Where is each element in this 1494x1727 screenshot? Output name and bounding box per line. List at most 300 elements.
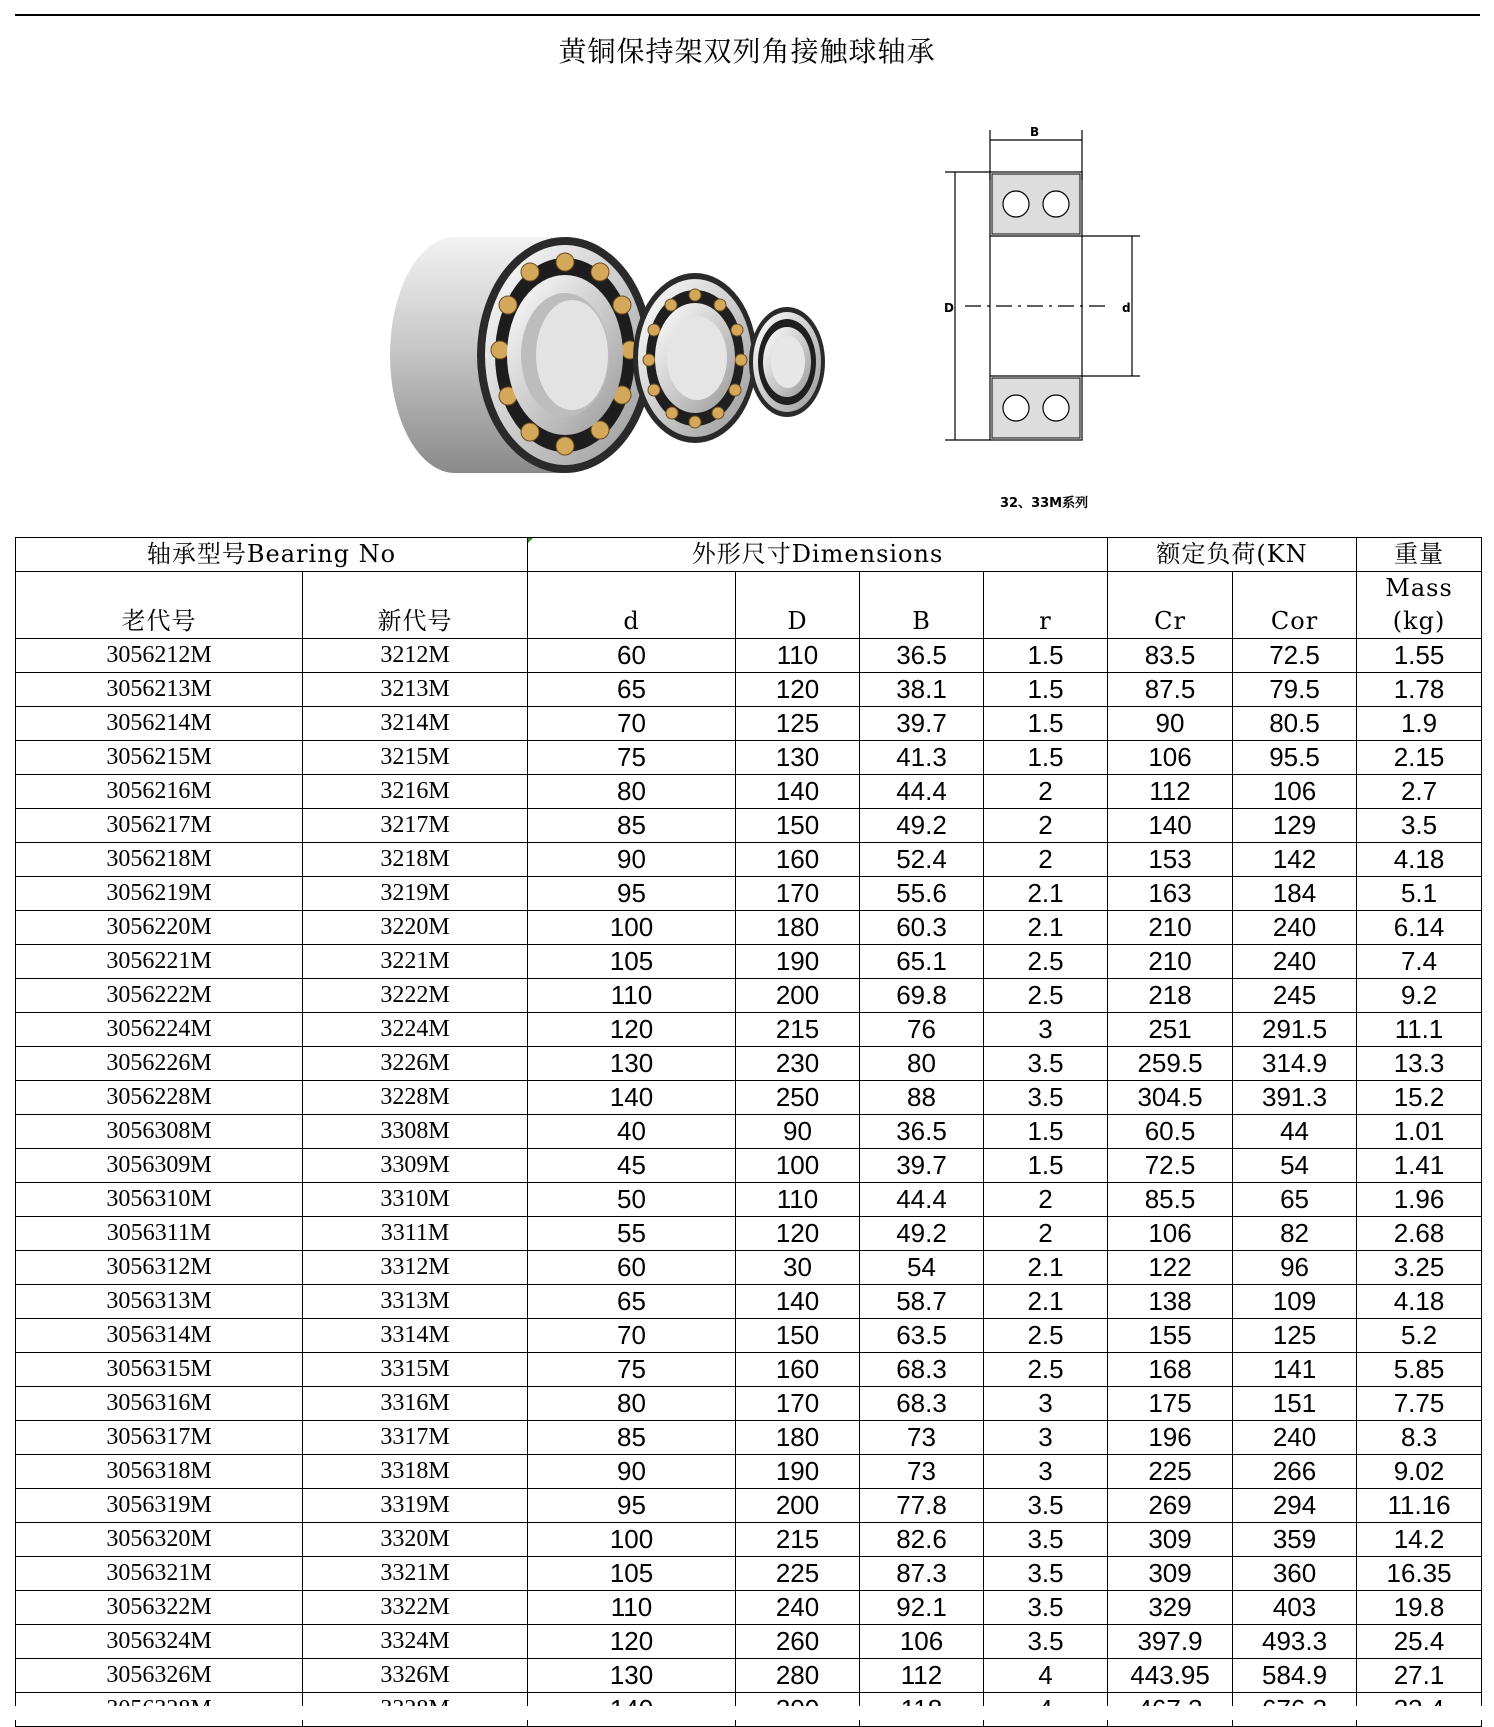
cell-mass: 7.75	[1357, 1387, 1482, 1421]
cell-big-d: 120	[736, 1217, 860, 1251]
cell-big-d: 280	[736, 1659, 860, 1693]
cell-new-code: 3326M	[303, 1659, 528, 1693]
cell-new-code: 3228M	[303, 1081, 528, 1115]
table-row	[16, 911, 1482, 945]
cell-big-d: 110	[736, 639, 860, 673]
cell-new-code: 3308M	[303, 1115, 528, 1149]
cell-b: 44.4	[860, 775, 984, 809]
cell-d: 110	[528, 979, 736, 1013]
cell-cr: 251	[1108, 1013, 1233, 1047]
cell-old-code: 3056314M	[16, 1319, 303, 1353]
cell-cr: 329	[1108, 1591, 1233, 1625]
cell-b: 80	[860, 1047, 984, 1081]
cell-cr: 196	[1108, 1421, 1233, 1455]
cell-new-code: 3317M	[303, 1421, 528, 1455]
cell-new-code: 3213M	[303, 673, 528, 707]
cell-d: 70	[528, 1319, 736, 1353]
cell-cor: 493.3	[1233, 1625, 1357, 1659]
cell-d: 90	[528, 1455, 736, 1489]
cell-big-d: 225	[736, 1557, 860, 1591]
cell-b: 68.3	[860, 1387, 984, 1421]
cell-d: 100	[528, 911, 736, 945]
table-row	[16, 1149, 1482, 1183]
cell-old-code: 3056313M	[16, 1285, 303, 1319]
page-title: 黄铜保持架双列角接触球轴承	[558, 35, 936, 68]
cell-b: 112	[860, 1659, 984, 1693]
cell-new-code: 3322M	[303, 1591, 528, 1625]
cell-big-d: 200	[736, 979, 860, 1013]
cell-b: 106	[860, 1625, 984, 1659]
cell-cor: 65	[1233, 1183, 1357, 1217]
cell-cor: 141	[1233, 1353, 1357, 1387]
cell-r: 3.5	[984, 1625, 1108, 1659]
cell-old-code: 3056309M	[16, 1149, 303, 1183]
cell-r: 2.5	[984, 1353, 1108, 1387]
cell-cor: 109	[1233, 1285, 1357, 1319]
cell-mass: 1.41	[1357, 1149, 1482, 1183]
cell-new-code: 3319M	[303, 1489, 528, 1523]
cell-r: 2.5	[984, 979, 1108, 1013]
col-new-code: 新代号	[303, 572, 528, 639]
cell-mass: 8.3	[1357, 1421, 1482, 1455]
cell-d: 95	[528, 1489, 736, 1523]
cell-r: 4	[984, 1659, 1108, 1693]
cell-big-d: 190	[736, 945, 860, 979]
cell-r: 2.1	[984, 877, 1108, 911]
cell-d: 90	[528, 843, 736, 877]
table-row	[16, 979, 1482, 1013]
table-row	[16, 775, 1482, 809]
cell-b: 52.4	[860, 843, 984, 877]
cell-mass: 9.02	[1357, 1455, 1482, 1489]
cell-big-d: 230	[736, 1047, 860, 1081]
cell-r: 3	[984, 1455, 1108, 1489]
cell-cor: 266	[1233, 1455, 1357, 1489]
cell-d: 40	[528, 1115, 736, 1149]
table-row	[16, 1387, 1482, 1421]
col-mass-unit: (kg)	[1392, 607, 1446, 635]
cell-old-code: 3056226M	[16, 1047, 303, 1081]
cell-r: 3	[984, 1013, 1108, 1047]
cell-b: 76	[860, 1013, 984, 1047]
header-bearing-no: 轴承型号Bearing No	[16, 538, 528, 572]
cell-mass: 3.25	[1357, 1251, 1482, 1285]
col-r: r	[984, 572, 1108, 639]
cell-big-d: 140	[736, 775, 860, 809]
cell-old-code: 3056326M	[16, 1659, 303, 1693]
cell-mass: 2.7	[1357, 775, 1482, 809]
cell-b: 55.6	[860, 877, 984, 911]
cell-old-code: 3056318M	[16, 1455, 303, 1489]
cell-d: 120	[528, 1013, 736, 1047]
cell-mass: 1.55	[1357, 639, 1482, 673]
cell-old-code: 3056220M	[16, 911, 303, 945]
table-row	[16, 741, 1482, 775]
cell-big-d: 240	[736, 1591, 860, 1625]
cell-r: 2	[984, 1217, 1108, 1251]
cell-cr: 443.95	[1108, 1659, 1233, 1693]
cell-mass: 11.1	[1357, 1013, 1482, 1047]
cell-cr: 269	[1108, 1489, 1233, 1523]
table-row	[16, 877, 1482, 911]
cell-cor: 54	[1233, 1149, 1357, 1183]
cell-cr: 85.5	[1108, 1183, 1233, 1217]
table-row	[16, 945, 1482, 979]
cell-d: 105	[528, 1557, 736, 1591]
cell-mass: 27.1	[1357, 1659, 1482, 1693]
cell-cr: 155	[1108, 1319, 1233, 1353]
table-row	[16, 1353, 1482, 1387]
cell-b: 41.3	[860, 741, 984, 775]
cell-mass: 1.78	[1357, 673, 1482, 707]
cell-r: 3.5	[984, 1489, 1108, 1523]
cell-cor: 240	[1233, 945, 1357, 979]
cell-old-code: 3056316M	[16, 1387, 303, 1421]
cell-cor: 184	[1233, 877, 1357, 911]
cell-d: 105	[528, 945, 736, 979]
cell-new-code: 3226M	[303, 1047, 528, 1081]
cell-r: 1.5	[984, 639, 1108, 673]
cell-big-d: 100	[736, 1149, 860, 1183]
table-row	[16, 673, 1482, 707]
cell-b: 77.8	[860, 1489, 984, 1523]
cell-old-code: 3056224M	[16, 1013, 303, 1047]
cell-new-code: 3313M	[303, 1285, 528, 1319]
cell-mass: 13.3	[1357, 1047, 1482, 1081]
table-row	[16, 1455, 1482, 1489]
cell-cr: 218	[1108, 979, 1233, 1013]
table-row	[16, 1319, 1482, 1353]
table-row	[16, 1523, 1482, 1557]
cell-big-d: 215	[736, 1013, 860, 1047]
drawing-label-small-d: d	[1122, 301, 1131, 315]
cell-new-code: 3324M	[303, 1625, 528, 1659]
table-row	[16, 1285, 1482, 1319]
cell-big-d: 180	[736, 1421, 860, 1455]
cell-cor: 79.5	[1233, 673, 1357, 707]
cell-cor: 314.9	[1233, 1047, 1357, 1081]
cell-new-code: 3320M	[303, 1523, 528, 1557]
cell-cor: 240	[1233, 1421, 1357, 1455]
table-row	[16, 843, 1482, 877]
cell-new-code: 3321M	[303, 1557, 528, 1591]
cell-big-d: 150	[736, 1319, 860, 1353]
cell-b: 38.1	[860, 673, 984, 707]
spec-table	[15, 537, 1482, 1727]
cell-d: 140	[528, 1081, 736, 1115]
cell-cor: 403	[1233, 1591, 1357, 1625]
cell-mass: 14.2	[1357, 1523, 1482, 1557]
table-row	[16, 1421, 1482, 1455]
drawing-caption: 32、33M系列	[1000, 496, 1089, 511]
cell-cor: 245	[1233, 979, 1357, 1013]
cell-b: 65.1	[860, 945, 984, 979]
cell-big-d: 30	[736, 1251, 860, 1285]
cell-mass: 7.4	[1357, 945, 1482, 979]
cell-new-code: 3316M	[303, 1387, 528, 1421]
cell-big-d: 180	[736, 911, 860, 945]
table-row	[16, 1013, 1482, 1047]
cross-section-drawing	[930, 120, 1190, 520]
cell-b: 49.2	[860, 809, 984, 843]
cell-old-code: 3056222M	[16, 979, 303, 1013]
cell-r: 1.5	[984, 741, 1108, 775]
cell-cr: 122	[1108, 1251, 1233, 1285]
cell-cr: 140	[1108, 809, 1233, 843]
cell-new-code: 3215M	[303, 741, 528, 775]
drawing-label-big-d: D	[944, 301, 954, 315]
cell-cr: 259.5	[1108, 1047, 1233, 1081]
page-cutoff	[0, 1706, 1494, 1720]
cell-d: 110	[528, 1591, 736, 1625]
cell-cr: 210	[1108, 911, 1233, 945]
cell-d: 65	[528, 673, 736, 707]
cell-cor: 391.3	[1233, 1081, 1357, 1115]
cell-r: 1.5	[984, 707, 1108, 741]
cell-cor: 96	[1233, 1251, 1357, 1285]
cell-new-code: 3315M	[303, 1353, 528, 1387]
cell-mass: 2.68	[1357, 1217, 1482, 1251]
cell-new-code: 3309M	[303, 1149, 528, 1183]
cell-big-d: 120	[736, 673, 860, 707]
cell-b: 60.3	[860, 911, 984, 945]
cell-new-code: 3224M	[303, 1013, 528, 1047]
cell-mass: 5.1	[1357, 877, 1482, 911]
cell-b: 73	[860, 1421, 984, 1455]
cell-r: 3.5	[984, 1557, 1108, 1591]
cell-cr: 175	[1108, 1387, 1233, 1421]
cell-r: 3.5	[984, 1523, 1108, 1557]
cell-cr: 210	[1108, 945, 1233, 979]
cell-cor: 142	[1233, 843, 1357, 877]
cell-cor: 129	[1233, 809, 1357, 843]
cell-cr: 168	[1108, 1353, 1233, 1387]
top-rule	[15, 14, 1480, 16]
cell-r: 2.5	[984, 945, 1108, 979]
cell-new-code: 3221M	[303, 945, 528, 979]
cell-b: 36.5	[860, 639, 984, 673]
cell-old-code: 3056214M	[16, 707, 303, 741]
table-row	[16, 1591, 1482, 1625]
cell-b: 39.7	[860, 1149, 984, 1183]
cell-d: 75	[528, 1353, 736, 1387]
drawing-label-b: B	[1030, 125, 1040, 139]
cell-d: 80	[528, 775, 736, 809]
cell-old-code: 3056319M	[16, 1489, 303, 1523]
col-big-d: D	[736, 572, 860, 639]
table-row	[16, 1081, 1482, 1115]
cell-r: 1.5	[984, 1149, 1108, 1183]
cell-d: 120	[528, 1625, 736, 1659]
cell-r: 2.5	[984, 1319, 1108, 1353]
cell-cor: 360	[1233, 1557, 1357, 1591]
cell-cr: 225	[1108, 1455, 1233, 1489]
cell-mass: 1.01	[1357, 1115, 1482, 1149]
cell-cr: 60.5	[1108, 1115, 1233, 1149]
cell-d: 65	[528, 1285, 736, 1319]
cell-b: 82.6	[860, 1523, 984, 1557]
cell-r: 3	[984, 1421, 1108, 1455]
cell-r: 3.5	[984, 1591, 1108, 1625]
cell-cor: 151	[1233, 1387, 1357, 1421]
col-old-code: 老代号	[16, 572, 303, 639]
cell-r: 2.1	[984, 1285, 1108, 1319]
cell-old-code: 3056221M	[16, 945, 303, 979]
table-row	[16, 1489, 1482, 1523]
cell-cr: 87.5	[1108, 673, 1233, 707]
cell-d: 60	[528, 1251, 736, 1285]
cell-cor: 80.5	[1233, 707, 1357, 741]
cell-new-code: 3212M	[303, 639, 528, 673]
cell-old-code: 3056315M	[16, 1353, 303, 1387]
cell-b: 92.1	[860, 1591, 984, 1625]
cell-big-d: 125	[736, 707, 860, 741]
cell-mass: 11.16	[1357, 1489, 1482, 1523]
cell-old-code: 3056322M	[16, 1591, 303, 1625]
cell-mass: 1.9	[1357, 707, 1482, 741]
cell-cor: 240	[1233, 911, 1357, 945]
cell-r: 3	[984, 1387, 1108, 1421]
cell-cr: 163	[1108, 877, 1233, 911]
cell-old-code: 3056310M	[16, 1183, 303, 1217]
cell-cr: 309	[1108, 1557, 1233, 1591]
cell-cr: 106	[1108, 741, 1233, 775]
cell-old-code: 3056320M	[16, 1523, 303, 1557]
cell-d: 130	[528, 1047, 736, 1081]
cell-new-code: 3216M	[303, 775, 528, 809]
cell-r: 1.5	[984, 673, 1108, 707]
cell-mass: 2.15	[1357, 741, 1482, 775]
cell-b: 68.3	[860, 1353, 984, 1387]
cell-mass: 3.5	[1357, 809, 1482, 843]
cell-b: 39.7	[860, 707, 984, 741]
table-row	[16, 707, 1482, 741]
cell-new-code: 3311M	[303, 1217, 528, 1251]
header-weight: 重量	[1357, 538, 1482, 572]
table-row	[16, 639, 1482, 673]
table-row	[16, 1557, 1482, 1591]
cell-d: 80	[528, 1387, 736, 1421]
cell-b: 69.8	[860, 979, 984, 1013]
cell-mass: 1.96	[1357, 1183, 1482, 1217]
cell-cor: 82	[1233, 1217, 1357, 1251]
cell-cr: 304.5	[1108, 1081, 1233, 1115]
table-row	[16, 1047, 1482, 1081]
cell-new-code: 3220M	[303, 911, 528, 945]
cell-cr: 90	[1108, 707, 1233, 741]
table-row	[16, 1183, 1482, 1217]
cell-new-code: 3312M	[303, 1251, 528, 1285]
cell-d: 130	[528, 1659, 736, 1693]
cell-cor: 359	[1233, 1523, 1357, 1557]
cell-big-d: 200	[736, 1489, 860, 1523]
cell-b: 73	[860, 1455, 984, 1489]
cell-r: 1.5	[984, 1115, 1108, 1149]
cell-r: 2.1	[984, 1251, 1108, 1285]
cell-d: 45	[528, 1149, 736, 1183]
col-mass	[1357, 572, 1482, 639]
cell-b: 63.5	[860, 1319, 984, 1353]
col-mass-label: Mass	[1385, 574, 1453, 602]
cell-big-d: 90	[736, 1115, 860, 1149]
cell-cor: 291.5	[1233, 1013, 1357, 1047]
cell-big-d: 130	[736, 741, 860, 775]
cell-mass: 6.14	[1357, 911, 1482, 945]
cell-cor: 125	[1233, 1319, 1357, 1353]
cell-old-code: 3056324M	[16, 1625, 303, 1659]
cell-d: 85	[528, 809, 736, 843]
cell-b: 54	[860, 1251, 984, 1285]
cell-b: 88	[860, 1081, 984, 1115]
cell-cor: 44	[1233, 1115, 1357, 1149]
table-row	[16, 1217, 1482, 1251]
cell-b: 58.7	[860, 1285, 984, 1319]
cell-new-code: 3314M	[303, 1319, 528, 1353]
cell-big-d: 160	[736, 843, 860, 877]
cell-cr: 153	[1108, 843, 1233, 877]
cell-d: 85	[528, 1421, 736, 1455]
cell-new-code: 3214M	[303, 707, 528, 741]
cell-mass: 4.18	[1357, 1285, 1482, 1319]
table-row	[16, 1115, 1482, 1149]
cell-old-code: 3056217M	[16, 809, 303, 843]
cell-new-code: 3222M	[303, 979, 528, 1013]
cell-cr: 309	[1108, 1523, 1233, 1557]
cell-old-code: 3056228M	[16, 1081, 303, 1115]
cell-cr: 106	[1108, 1217, 1233, 1251]
cell-cor: 106	[1233, 775, 1357, 809]
cell-new-code: 3310M	[303, 1183, 528, 1217]
cell-d: 70	[528, 707, 736, 741]
cell-big-d: 250	[736, 1081, 860, 1115]
cell-old-code: 3056317M	[16, 1421, 303, 1455]
cell-new-code: 3218M	[303, 843, 528, 877]
cell-old-code: 3056212M	[16, 639, 303, 673]
cell-big-d: 170	[736, 877, 860, 911]
cell-cor: 95.5	[1233, 741, 1357, 775]
cell-old-code: 3056218M	[16, 843, 303, 877]
cell-d: 95	[528, 877, 736, 911]
cell-b: 36.5	[860, 1115, 984, 1149]
cell-d: 55	[528, 1217, 736, 1251]
cell-mass: 9.2	[1357, 979, 1482, 1013]
cell-new-code: 3219M	[303, 877, 528, 911]
cell-big-d: 170	[736, 1387, 860, 1421]
cell-cr: 397.9	[1108, 1625, 1233, 1659]
col-b: B	[860, 572, 984, 639]
cell-cr: 83.5	[1108, 639, 1233, 673]
cell-cor: 294	[1233, 1489, 1357, 1523]
cell-r: 2.1	[984, 911, 1108, 945]
cell-big-d: 150	[736, 809, 860, 843]
cell-mass: 25.4	[1357, 1625, 1482, 1659]
table-row	[16, 809, 1482, 843]
header-load: 额定负荷(KN	[1108, 538, 1357, 572]
cell-d: 100	[528, 1523, 736, 1557]
cell-new-code: 3217M	[303, 809, 528, 843]
cell-big-d: 110	[736, 1183, 860, 1217]
cell-d: 60	[528, 639, 736, 673]
cell-b: 49.2	[860, 1217, 984, 1251]
cell-b: 44.4	[860, 1183, 984, 1217]
cell-d: 75	[528, 741, 736, 775]
cell-mass: 15.2	[1357, 1081, 1482, 1115]
cell-mass: 5.85	[1357, 1353, 1482, 1387]
cell-mass: 4.18	[1357, 843, 1482, 877]
spec-table-body	[16, 639, 1482, 1727]
cell-d: 50	[528, 1183, 736, 1217]
header-dimensions: 外形尺寸Dimensions	[528, 538, 1108, 572]
